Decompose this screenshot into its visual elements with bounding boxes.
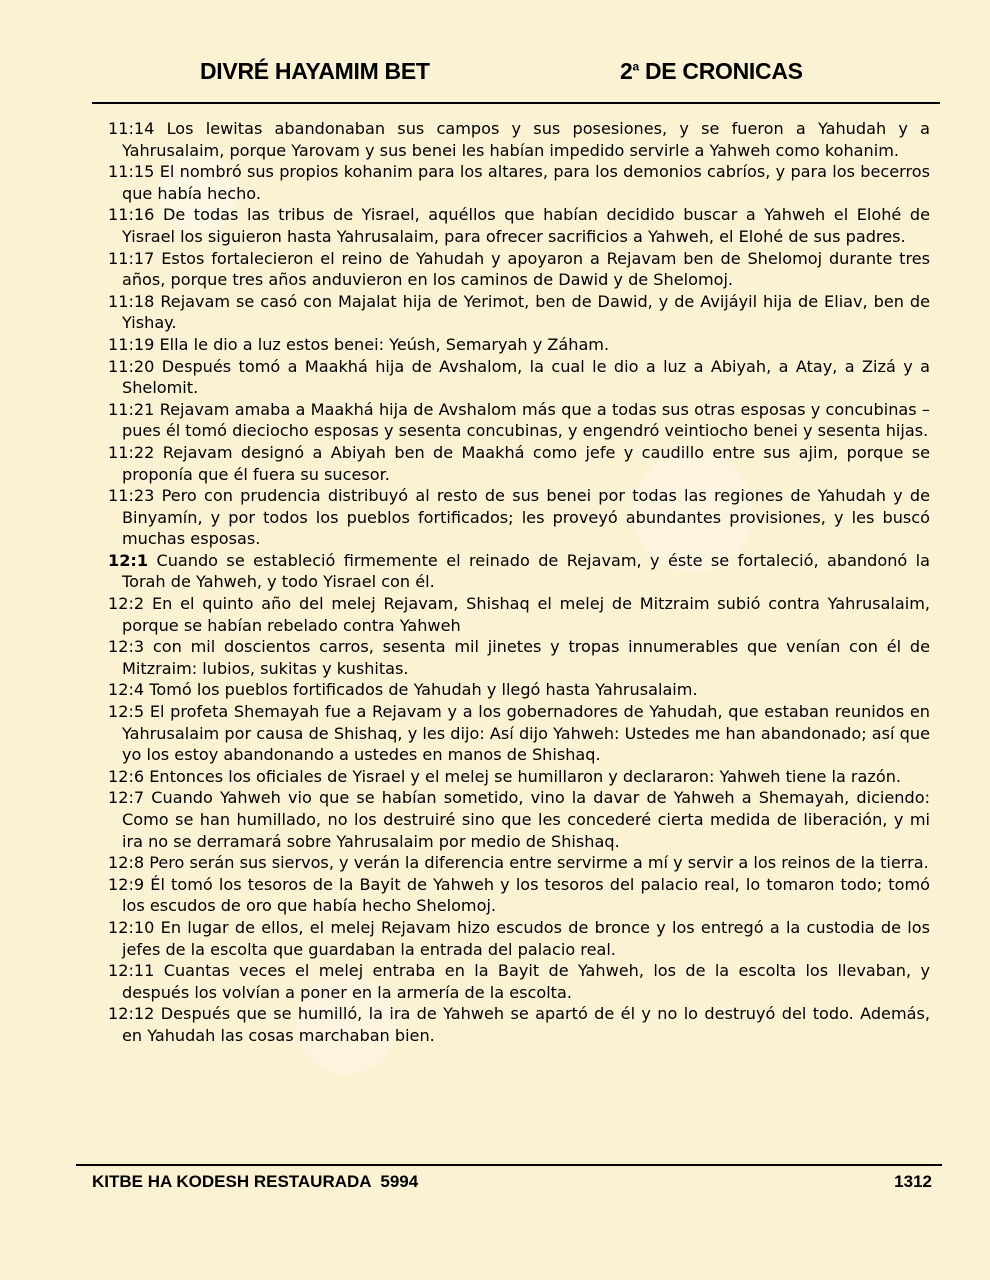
verse <box>108 161 930 204</box>
verse <box>108 787 930 852</box>
verse-reference: 12:11 <box>108 961 155 981</box>
verse-reference: 11:14 <box>108 119 155 138</box>
verse-text: El nombró sus propios kohanim para los altares, para los demonios cabríos, y para los becerros que había hecho. <box>122 162 930 203</box>
verse-reference: 12:4 <box>108 680 145 700</box>
verse-text: Entonces los oficiales de Yisrael y el melej se humillaron y declararon: Yahweh tiene la razón. <box>149 766 902 786</box>
verse-reference: 12:6 <box>108 766 145 786</box>
verse-text: El profeta Shemayah fue a Rejavam y a los gobernadores de Yahudah, que estaban reunidos en Yahrusalaim por causa de Shishaq, y les dijo: Así dijo Yahweh: Ustedes me han abandonado; así que yo los estoy abandonando a ustedes en manos de Shishaq. <box>122 702 930 765</box>
verse-text: Ella le dio a luz estos benei: Yeúsh, Semaryah y Záham. <box>159 334 610 354</box>
verse-reference: 12:10 <box>108 917 155 937</box>
verse-reference: 11:23 <box>108 486 155 506</box>
verse <box>108 852 930 874</box>
verse <box>108 1003 930 1046</box>
verse <box>108 442 930 485</box>
verse-text: Después que se humilló, la ira de Yahweh se apartó de él y no lo destruyó del todo. Además, en Yahudah las cosas marchaban bien. <box>122 1004 930 1045</box>
verse-reference: 12:5 <box>108 702 145 722</box>
verse-reference: 12:8 <box>108 853 145 873</box>
verse <box>108 550 930 593</box>
verse <box>108 874 930 917</box>
verse-text: con mil doscientos carros, sesenta mil jinetes y tropas innumerables que venían con él de Mitzraim: lubios, sukitas y kushitas. <box>122 637 930 678</box>
verse-reference: 11:21 <box>108 399 155 419</box>
verse-reference: 12:1 <box>108 550 149 570</box>
verse-reference: 11:19 <box>108 334 155 354</box>
verse-reference: 11:22 <box>108 442 155 462</box>
verse-text: En lugar de ellos, el melej Rejavam hizo escudos de bronce y los entregó a la custodia de los jefes de la escolta que guardaban la entrada del palacio real. <box>122 917 930 959</box>
verse <box>108 248 930 291</box>
verse-text: De todas las tribus de Yisrael, aquéllos que habían decidido buscar a Yahweh el Elohé de Yisrael los siguieron hasta Yahrusalaim, para ofrecer sacrificios a Yahweh, el Elohé de sus padres. <box>122 205 930 246</box>
verse <box>108 204 930 247</box>
verse-text: Pero serán sus siervos, y verán la diferencia entre servirme a mí y servir a los reinos de la tierra. <box>149 853 929 873</box>
verse-reference: 12:12 <box>108 1004 155 1024</box>
verse-text: Cuantas veces el melej entraba en la Bayit de Yahweh, los de la escolta los llevaban, y después los volvían a poner en la armería de la escolta. <box>122 961 930 1002</box>
verse <box>108 356 930 399</box>
verse-reference: 12:2 <box>108 594 145 614</box>
verse-text: Rejavam se casó con Majalat hija de Yerimot, ben de Dawid, y de Avijáyil hija de Eliav, ben de Yishay. <box>122 291 930 333</box>
verse-reference: 11:17 <box>108 248 155 268</box>
verse-text: Rejavam designó a Abiyah ben de Maakhá como jefe y caudillo entre sus ajim, porque se proponía que él fuera su sucesor. <box>122 442 930 484</box>
verse <box>108 960 930 1003</box>
verse-reference: 11:18 <box>108 291 155 311</box>
book-title: DIVRÉ HAYAMIM BET <box>200 58 430 84</box>
verse <box>108 636 930 679</box>
footer-divider <box>76 1164 942 1166</box>
verse-text: Él tomó los tesoros de la Bayit de Yahweh y los tesoros del palacio real, lo tomaron todo; tomó los escudos de oro que había hecho Shelomoj. <box>122 874 930 916</box>
verse-text: Cuando Yahweh vio que se habían sometido, vino la davar de Yahweh a Shemayah, diciendo: Como se han humillado, no los destruiré sino que les concederé cierta medida de liberación, y mi ira no se derramará sobre Yahrusalaim por medio de Shishaq. <box>122 788 930 851</box>
verse-text: Pero con prudencia distribuyó al resto de sus benei por todas las regiones de Yahudah y de Binyamín, y por todos los pueblos fortificados; les proveyó abundantes provisiones, y les buscó muchas esposas. <box>122 486 930 549</box>
verse <box>108 118 930 161</box>
verse-list <box>108 118 930 1047</box>
verse <box>108 679 930 701</box>
verse-reference: 11:15 <box>108 162 155 182</box>
verse-text: Rejavam amaba a Maakhá hija de Avshalom más que a todas sus otras esposas y concubinas –pues él tomó dieciocho esposas y sesenta concubinas, y engendró veintiocho benei y sesenta hijas. <box>122 399 930 441</box>
verse-reference: 12:7 <box>108 788 145 808</box>
verse-text: Los lewitas abandonaban sus campos y sus posesiones, y se fueron a Yahudah y a Yahrusalaim, porque Yarovam y sus benei les habían impedido servirle a Yahweh como kohanim. <box>122 119 930 160</box>
verse-reference: 12:3 <box>108 637 145 657</box>
page-header <box>92 58 940 104</box>
verse-reference: 12:9 <box>108 874 145 894</box>
verse-text: Tomó los pueblos fortificados de Yahudah y llegó hasta Yahrusalaim. <box>149 680 698 700</box>
verse <box>108 334 930 356</box>
book-subtitle: 2$^a$ DE CRONICAS <box>620 58 803 84</box>
verse <box>108 399 930 442</box>
verse <box>108 485 930 550</box>
verse-reference: 11:20 <box>108 356 155 376</box>
verse <box>108 593 930 636</box>
verse <box>108 766 930 788</box>
verse <box>108 291 930 334</box>
verse <box>108 917 930 960</box>
verse-text: Cuando se estableció firmemente el reinado de Rejavam, y éste se fortaleció, abandonó la Torah de Yahweh, y todo Yisrael con él. <box>122 550 930 592</box>
verse-text: En el quinto año del melej Rejavam, Shishaq el melej de Mitzraim subió contra Yahrusalaim, porque se habían rebelado contra Yahweh <box>122 594 930 635</box>
verse-reference: 11:16 <box>108 205 155 225</box>
page-footer <box>92 1172 932 1192</box>
footer-book-name: KITBE HA KODESH RESTAURADA 5994 <box>92 1172 419 1191</box>
verse <box>108 701 930 766</box>
verse-text: Estos fortalecieron el reino de Yahudah y apoyaron a Rejavam ben de Shelomoj durante tres años, porque tres años anduvieron en los caminos de Dawid y de Shelomoj. <box>122 248 930 290</box>
page-number: 1312 <box>894 1172 932 1191</box>
verse-text: Después tomó a Maakhá hija de Avshalom, la cual le dio a luz a Abiyah, a Atay, a Zizá y a Shelomit. <box>122 356 930 398</box>
